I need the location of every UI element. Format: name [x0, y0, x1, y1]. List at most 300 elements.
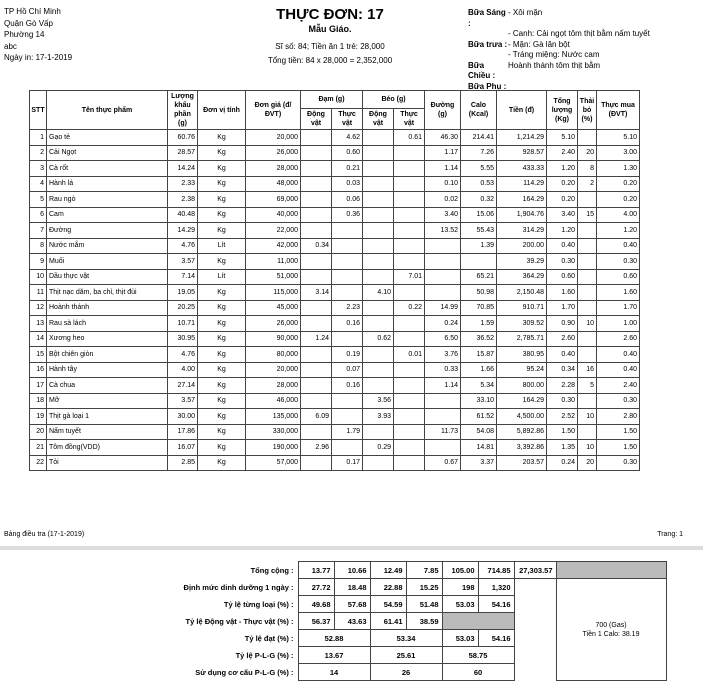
table-cell: 48,000: [246, 176, 301, 192]
table-cell: 80,000: [246, 347, 301, 363]
gray-cell: [556, 562, 666, 579]
table-cell: [578, 347, 597, 363]
table-row: [30, 269, 640, 285]
table-cell: 28,000: [246, 161, 301, 177]
table-cell: [394, 238, 425, 254]
table-cell: 0.40: [597, 238, 640, 254]
table-cell: [394, 161, 425, 177]
table-cell: [332, 393, 363, 409]
table-cell: 10: [578, 440, 597, 456]
table-cell: 14: [30, 331, 47, 347]
meal-label: [468, 50, 508, 61]
table-cell: 0.40: [597, 362, 640, 378]
table-cell: 2.40: [547, 145, 578, 161]
title-block: [230, 6, 430, 68]
reached-cell: 53.34: [370, 630, 442, 647]
table-cell: 0.30: [547, 254, 578, 270]
table-cell: 42,000: [246, 238, 301, 254]
table-cell: [394, 254, 425, 270]
table-cell: 0.32: [461, 192, 497, 208]
table-cell: 90,000: [246, 331, 301, 347]
table-cell: 46,000: [246, 393, 301, 409]
table-cell: [394, 362, 425, 378]
empty-cell: [514, 579, 556, 596]
header-left: [4, 6, 72, 64]
table-cell: Cà rốt: [47, 161, 168, 177]
table-cell: 20: [578, 145, 597, 161]
plg-cell: 25.61: [370, 647, 442, 664]
table-cell: [394, 316, 425, 332]
table-cell: 0.02: [425, 192, 461, 208]
col-buy: Thực mua (ĐVT): [597, 91, 640, 130]
table-cell: [578, 393, 597, 409]
table-cell: Kg: [198, 393, 246, 409]
divider: [0, 546, 703, 550]
table-cell: Kg: [198, 347, 246, 363]
table-cell: [394, 440, 425, 456]
table-cell: 3.40: [547, 207, 578, 223]
meal-text: - Canh: Cải ngọt tôm thịt bằm nấm tuyết: [508, 29, 650, 38]
table-cell: 309.52: [497, 316, 547, 332]
table-cell: [425, 269, 461, 285]
table-cell: Kg: [198, 331, 246, 347]
col-protein-plant: Thực vật: [332, 108, 363, 129]
table-cell: 5.55: [461, 161, 497, 177]
table-cell: Xương heo: [47, 331, 168, 347]
table-cell: [363, 316, 394, 332]
table-cell: 7: [30, 223, 47, 239]
table-cell: [363, 362, 394, 378]
struct-cell: 60: [442, 664, 514, 681]
table-cell: 19.05: [168, 285, 198, 301]
table-cell: 0.17: [332, 455, 363, 471]
table-cell: 70.85: [461, 300, 497, 316]
table-cell: [425, 393, 461, 409]
table-cell: [578, 192, 597, 208]
table-cell: [332, 269, 363, 285]
table-cell: Tỏi: [47, 455, 168, 471]
table-cell: [332, 409, 363, 425]
table-cell: 164.29: [497, 192, 547, 208]
table-cell: 0.60: [597, 269, 640, 285]
ratio-cell: 53.03: [442, 596, 478, 613]
table-cell: 10: [30, 269, 47, 285]
table-row: [30, 223, 640, 239]
table-cell: [301, 254, 332, 270]
table-cell: 1.70: [547, 300, 578, 316]
table-cell: 10.71: [168, 316, 198, 332]
table-cell: Cam: [47, 207, 168, 223]
table-cell: 5,892.86: [497, 424, 547, 440]
table-cell: 8: [30, 238, 47, 254]
table-cell: Thịt gà loại 1: [47, 409, 168, 425]
table-cell: [301, 161, 332, 177]
table-cell: 26,000: [246, 316, 301, 332]
struct-label: Sử dụng cơ cấu P-L-G (%) :: [195, 667, 294, 677]
table-cell: [578, 238, 597, 254]
col-fat-plant: Thực vật: [394, 108, 425, 129]
table-cell: 69,000: [246, 192, 301, 208]
table-cell: [301, 145, 332, 161]
table-cell: Kg: [198, 254, 246, 270]
table-cell: [578, 254, 597, 270]
table-cell: 0.16: [332, 378, 363, 394]
table-cell: [461, 254, 497, 270]
table-cell: [394, 207, 425, 223]
table-cell: [578, 130, 597, 146]
table-cell: 61.52: [461, 409, 497, 425]
col-protein-animal: Động vật: [301, 108, 332, 129]
total-cell: 7.85: [406, 562, 442, 579]
norm-cell: 1,320: [478, 579, 514, 596]
table-cell: [301, 207, 332, 223]
table-cell: 164.29: [497, 393, 547, 409]
table-cell: 36.52: [461, 331, 497, 347]
table-row: [30, 347, 640, 363]
table-cell: 33.10: [461, 393, 497, 409]
table-cell: 928.57: [497, 145, 547, 161]
table-cell: 2.28: [547, 378, 578, 394]
calo-price-text: Tiền 1 Calo: 38.19: [582, 630, 640, 638]
table-cell: [363, 238, 394, 254]
table-cell: [363, 300, 394, 316]
table-cell: 5: [578, 378, 597, 394]
table-cell: 0.53: [461, 176, 497, 192]
table-cell: 0.40: [597, 347, 640, 363]
table-cell: 2.60: [597, 331, 640, 347]
table-row: [30, 285, 640, 301]
table-cell: Mỡ: [47, 393, 168, 409]
meal-text: - Mặn: Gà lăn bột: [508, 39, 570, 49]
table-cell: [394, 378, 425, 394]
table-cell: [363, 424, 394, 440]
table-row: [30, 254, 640, 270]
table-cell: 1.60: [597, 285, 640, 301]
meta-info: [230, 40, 430, 68]
total-cell: 27,303.57: [514, 562, 556, 579]
table-cell: Kg: [198, 223, 246, 239]
table-cell: Kg: [198, 192, 246, 208]
table-cell: 0.40: [547, 347, 578, 363]
table-cell: 40,000: [246, 207, 301, 223]
table-cell: [425, 238, 461, 254]
table-cell: 1.79: [332, 424, 363, 440]
col-calo: Calo (Kcal): [461, 91, 497, 130]
struct-cell: 14: [298, 664, 370, 681]
meal-label: Bữa trưa :: [468, 39, 508, 49]
table-cell: 0.16: [332, 316, 363, 332]
table-cell: 0.03: [332, 176, 363, 192]
table-cell: 114.29: [497, 176, 547, 192]
table-cell: 2.60: [547, 331, 578, 347]
table-cell: 1.66: [461, 362, 497, 378]
table-row: [30, 176, 640, 192]
table-cell: Kg: [198, 455, 246, 471]
table-cell: 20: [30, 424, 47, 440]
table-cell: Lít: [198, 238, 246, 254]
table-cell: 28,000: [246, 378, 301, 394]
table-cell: Kg: [198, 161, 246, 177]
meal-label: Bữa Sáng :: [468, 8, 506, 28]
table-cell: [332, 223, 363, 239]
meal-row: [468, 50, 650, 61]
table-cell: 2.38: [168, 192, 198, 208]
table-row: [30, 424, 640, 440]
table-cell: Kg: [198, 440, 246, 456]
table-cell: Cải Ngọt: [47, 145, 168, 161]
table-cell: 1,214.29: [497, 130, 547, 146]
table-cell: [578, 424, 597, 440]
table-cell: [332, 440, 363, 456]
table-cell: [394, 331, 425, 347]
table-cell: 15.06: [461, 207, 497, 223]
table-cell: [578, 300, 597, 316]
table-cell: 14.29: [168, 223, 198, 239]
table-cell: 11: [30, 285, 47, 301]
table-cell: 21: [30, 440, 47, 456]
table-cell: 0.30: [597, 393, 640, 409]
table-cell: [332, 254, 363, 270]
table-cell: 3.14: [301, 285, 332, 301]
total-cell: 10.66: [334, 562, 370, 579]
table-row: [30, 331, 640, 347]
meal-label: Bữa Chiều :: [468, 60, 496, 80]
table-cell: 2.23: [332, 300, 363, 316]
table-cell: Kg: [198, 207, 246, 223]
table-cell: Kg: [198, 378, 246, 394]
meal-label: [468, 29, 508, 40]
table-cell: [363, 347, 394, 363]
table-cell: [363, 130, 394, 146]
table-cell: 203.57: [497, 455, 547, 471]
table-row: [30, 238, 640, 254]
table-cell: 2: [30, 145, 47, 161]
table-cell: [425, 440, 461, 456]
table-cell: 51,000: [246, 269, 301, 285]
table-cell: [301, 223, 332, 239]
norm-cell: 27.72: [298, 579, 334, 596]
table-cell: Kg: [198, 424, 246, 440]
reached-cell: 54.16: [478, 630, 514, 647]
ratio-cell: 54.59: [370, 596, 406, 613]
table-row: [30, 409, 640, 425]
table-cell: Gạo tẻ: [47, 130, 168, 146]
empty-cell: [514, 596, 556, 613]
gas-info-cell: [556, 579, 666, 681]
table-cell: [301, 393, 332, 409]
table-cell: 65.21: [461, 269, 497, 285]
table-cell: [301, 378, 332, 394]
table-cell: 0.36: [332, 207, 363, 223]
table-cell: 7.26: [461, 145, 497, 161]
food-table-body: [30, 130, 640, 471]
table-cell: 4,500.00: [497, 409, 547, 425]
table-cell: 1.00: [597, 316, 640, 332]
table-cell: 200.00: [497, 238, 547, 254]
table-cell: 2.96: [301, 440, 332, 456]
table-cell: 135,000: [246, 409, 301, 425]
table-row: [30, 378, 640, 394]
table-cell: 8: [578, 161, 597, 177]
col-price: Đơn giá (đ/ĐVT): [246, 91, 301, 130]
table-cell: 14.81: [461, 440, 497, 456]
table-cell: 0.30: [547, 393, 578, 409]
table-cell: [301, 176, 332, 192]
table-cell: Cà chua: [47, 378, 168, 394]
table-cell: Tôm đồng(VDD): [47, 440, 168, 456]
empty-cell: [514, 664, 556, 681]
meta-line-2: Tổng tiền: 84 x 28,000 = 2,352,000: [267, 56, 393, 65]
av-cell: 56.37: [298, 613, 334, 630]
table-cell: 1.17: [425, 145, 461, 161]
table-cell: 3.00: [597, 145, 640, 161]
total-label: Tổng cộng :: [250, 565, 294, 575]
table-cell: 4.76: [168, 347, 198, 363]
table-cell: [394, 393, 425, 409]
table-cell: 4.00: [168, 362, 198, 378]
table-cell: 10: [578, 409, 597, 425]
table-cell: 16: [578, 362, 597, 378]
norm-cell: 198: [442, 579, 478, 596]
table-row: [30, 161, 640, 177]
table-cell: [425, 285, 461, 301]
table-cell: Kg: [198, 285, 246, 301]
table-cell: [578, 269, 597, 285]
summary-table: [150, 561, 667, 681]
table-cell: 314.29: [497, 223, 547, 239]
table-row: [30, 440, 640, 456]
table-cell: [578, 285, 597, 301]
table-cell: [363, 145, 394, 161]
table-cell: Kg: [198, 409, 246, 425]
col-protein: Đạm (g): [301, 91, 363, 109]
table-row: [30, 207, 640, 223]
table-cell: [363, 223, 394, 239]
table-cell: 1.50: [547, 424, 578, 440]
school-text: abc: [4, 41, 17, 51]
table-cell: 1.14: [425, 161, 461, 177]
col-sugar: Đường (g): [425, 91, 461, 130]
table-cell: 12: [30, 300, 47, 316]
table-cell: 11,000: [246, 254, 301, 270]
table-cell: 9: [30, 254, 47, 270]
table-cell: [363, 207, 394, 223]
table-cell: 50.98: [461, 285, 497, 301]
table-cell: 18: [30, 393, 47, 409]
table-cell: 1.20: [547, 161, 578, 177]
table-cell: [301, 192, 332, 208]
meal-row: [468, 29, 650, 40]
table-cell: 2.80: [597, 409, 640, 425]
meal-text: - Tráng miệng: Nước cam: [508, 50, 600, 59]
table-cell: 0.67: [425, 455, 461, 471]
table-cell: 4.00: [597, 207, 640, 223]
table-cell: 6: [30, 207, 47, 223]
table-cell: 1.39: [461, 238, 497, 254]
table-cell: Hoành thánh: [47, 300, 168, 316]
ratio-cell: 57.68: [334, 596, 370, 613]
table-cell: 190,000: [246, 440, 301, 456]
page-number: Trang: 1: [657, 531, 683, 538]
table-cell: 3: [30, 161, 47, 177]
table-cell: 10: [578, 316, 597, 332]
av-cell: 43.63: [334, 613, 370, 630]
col-qty: Lượng khẩu phần (g): [168, 91, 198, 130]
col-stt: STT: [30, 91, 47, 130]
table-cell: 27.14: [168, 378, 198, 394]
table-cell: 5.34: [461, 378, 497, 394]
col-name: Tên thực phẩm: [47, 91, 168, 130]
table-cell: 45,000: [246, 300, 301, 316]
table-cell: 0.10: [425, 176, 461, 192]
ward-text: Phường 14: [4, 30, 45, 39]
total-cell: 105.00: [442, 562, 478, 579]
table-cell: 1.50: [597, 440, 640, 456]
table-cell: 11.73: [425, 424, 461, 440]
gas-text: 700 (Gas): [595, 621, 627, 629]
table-cell: 14.24: [168, 161, 198, 177]
meta-line-1: Sĩ số: 84; Tiền ăn 1 trẻ: 28,000: [275, 42, 385, 51]
table-cell: 1,904.76: [497, 207, 547, 223]
table-cell: 1.20: [547, 223, 578, 239]
av-label: Tỷ lệ Động vật - Thực vật (%) :: [185, 616, 294, 626]
table-cell: [332, 285, 363, 301]
table-cell: 910.71: [497, 300, 547, 316]
plg-label: Tỷ lệ P-L-G (%) :: [235, 650, 294, 660]
table-cell: [332, 238, 363, 254]
table-cell: [363, 455, 394, 471]
table-cell: 3.57: [168, 393, 198, 409]
table-cell: Bột chiên giòn: [47, 347, 168, 363]
table-cell: Hành tây: [47, 362, 168, 378]
table-cell: 0.61: [394, 130, 425, 146]
ratio-label: Tỷ lệ từng loại (%) :: [223, 599, 294, 609]
table-cell: 16: [30, 362, 47, 378]
table-cell: Muối: [47, 254, 168, 270]
table-cell: 0.07: [332, 362, 363, 378]
table-cell: 0.62: [363, 331, 394, 347]
table-cell: 3.57: [168, 254, 198, 270]
table-cell: [301, 300, 332, 316]
table-cell: Lít: [198, 269, 246, 285]
table-cell: [425, 409, 461, 425]
table-cell: 0.20: [597, 176, 640, 192]
table-cell: 1.14: [425, 378, 461, 394]
norm-cell: 22.88: [370, 579, 406, 596]
city-text: TP Hồ Chí Minh: [4, 7, 61, 16]
table-cell: [301, 362, 332, 378]
table-cell: 6.09: [301, 409, 332, 425]
table-cell: [425, 254, 461, 270]
district-text: Quận Gò Vấp: [4, 18, 53, 28]
table-cell: 0.30: [597, 455, 640, 471]
table-cell: [394, 285, 425, 301]
table-cell: 0.90: [547, 316, 578, 332]
table-cell: 20,000: [246, 130, 301, 146]
table-cell: 1.35: [547, 440, 578, 456]
table-cell: 0.60: [547, 269, 578, 285]
table-cell: 1.70: [597, 300, 640, 316]
table-cell: 19: [30, 409, 47, 425]
table-cell: Rau ngò: [47, 192, 168, 208]
table-cell: [301, 269, 332, 285]
table-cell: 22: [30, 455, 47, 471]
table-cell: [394, 223, 425, 239]
table-cell: [363, 161, 394, 177]
table-cell: 20: [578, 455, 597, 471]
table-cell: [301, 455, 332, 471]
table-cell: 4.10: [363, 285, 394, 301]
